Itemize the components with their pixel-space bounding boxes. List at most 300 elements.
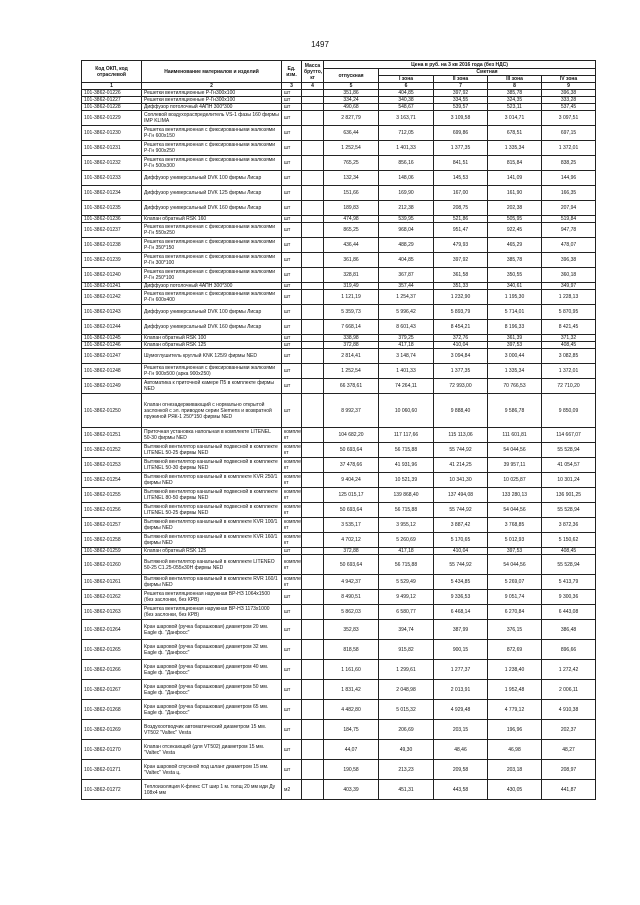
cell-price-zone1: 451,31 [379, 780, 434, 800]
cell-price-zone2: 41 214,25 [434, 458, 488, 473]
cell-name: Диффузор универсальный DVK 100 фирмы Лисар [142, 171, 282, 186]
cell-code: 101-3862-01264 [82, 620, 142, 640]
cell-price-zone4: 3 097,51 [542, 111, 596, 126]
cell-price-zone4: 333,28 [542, 97, 596, 104]
table-row [82, 575, 596, 590]
cell-price-zone2: 8 454,21 [434, 320, 488, 335]
cell-price-zone3: 678,51 [488, 126, 542, 141]
cell-name: Решетка вентиляционная наружная ВР-НЗ 1064х1500 (без заслонки, без КРВ) [142, 590, 282, 605]
cell-unit: шт [282, 111, 302, 126]
cell-price-zone4: 144,96 [542, 171, 596, 186]
cell-price-zone3: 10 025,87 [488, 473, 542, 488]
header-zone1: I зона [379, 76, 434, 83]
header-price-group: Цена в руб. на 3 кв 2016 года (без НДС) [324, 61, 596, 69]
table-row [82, 503, 596, 518]
cell-code: 101-3862-01230 [82, 126, 142, 141]
cell-price-zone2: 443,58 [434, 780, 488, 800]
cell-mass [302, 488, 324, 503]
header-zone3: III зона [488, 76, 542, 83]
cell-code: 101-3862-01227 [82, 97, 142, 104]
cell-unit: шт [282, 760, 302, 780]
cell-price-release: 190,58 [324, 760, 379, 780]
cell-price-release: 7 668,14 [324, 320, 379, 335]
cell-unit: шт [282, 283, 302, 290]
cell-price-zone4: 55 528,94 [542, 443, 596, 458]
cell-code: 101-3862-01271 [82, 760, 142, 780]
cell-unit: компле кт [282, 555, 302, 575]
cell-price-zone4: 3 872,36 [542, 518, 596, 533]
cell-price-zone4: 408,45 [542, 548, 596, 555]
cell-mass [302, 320, 324, 335]
cell-price-zone3: 46,98 [488, 740, 542, 760]
cell-unit: шт [282, 126, 302, 141]
cell-price-zone4: 9 850,09 [542, 394, 596, 428]
cell-mass [302, 473, 324, 488]
cell-price-zone1: 139 868,40 [379, 488, 434, 503]
cell-unit: шт [282, 740, 302, 760]
cell-price-release: 338,98 [324, 335, 379, 342]
cell-price-zone1: 357,44 [379, 283, 434, 290]
cell-unit: шт [282, 141, 302, 156]
cell-mass [302, 660, 324, 680]
cell-price-zone1: 968,04 [379, 223, 434, 238]
table-row [82, 171, 596, 186]
cell-price-zone2: 137 494,08 [434, 488, 488, 503]
cell-price-release: 636,44 [324, 126, 379, 141]
cell-price-zone4: 478,07 [542, 238, 596, 253]
cell-unit: шт [282, 394, 302, 428]
cell-price-zone1: 74 264,11 [379, 379, 434, 394]
cell-mass [302, 268, 324, 283]
cell-name: Решетка вентиляционная с фиксированными жалюзями Р-Гн 900х250 [142, 141, 282, 156]
cell-price-zone2: 209,58 [434, 760, 488, 780]
cell-price-zone4: 207,94 [542, 201, 596, 216]
cell-name: Приточная установка напольная в комплекте LITENEL 50-30 фирмы NED [142, 428, 282, 443]
cell-price-zone3: 5 714,01 [488, 305, 542, 320]
cell-unit: шт [282, 700, 302, 720]
table-row [82, 720, 596, 740]
cell-price-zone3: 1 335,34 [488, 141, 542, 156]
cell-price-release: 765,25 [324, 156, 379, 171]
cell-code: 101-3862-01270 [82, 740, 142, 760]
header-mass: Масса брутто, кг [302, 61, 324, 83]
cell-price-zone1: 206,69 [379, 720, 434, 740]
cell-code: 101-3862-01249 [82, 379, 142, 394]
table-row [82, 518, 596, 533]
cell-price-release: 50 693,64 [324, 443, 379, 458]
cell-price-zone1: 5 015,32 [379, 700, 434, 720]
cell-name: Решетка вентиляционная наружная ВР-НЗ 1173х1000 (без заслонки, без КРВ) [142, 605, 282, 620]
cell-price-zone2: 3 887,42 [434, 518, 488, 533]
cell-price-zone2: 397,92 [434, 90, 488, 97]
table-row [82, 548, 596, 555]
cell-code: 101-3862-01265 [82, 640, 142, 660]
cell-unit: шт [282, 223, 302, 238]
cell-price-release: 403,39 [324, 780, 379, 800]
cell-price-release: 9 404,24 [324, 473, 379, 488]
cell-price-zone2: 951,47 [434, 223, 488, 238]
cell-name: Клапан обратный RSK 100 [142, 335, 282, 342]
cell-unit: шт [282, 216, 302, 223]
cell-unit: шт [282, 156, 302, 171]
cell-mass [302, 555, 324, 575]
cell-mass [302, 605, 324, 620]
cell-code: 101-3862-01250 [82, 394, 142, 428]
cell-price-zone1: 3 163,71 [379, 111, 434, 126]
cell-code: 101-3862-01260 [82, 555, 142, 575]
cell-price-zone1: 404,85 [379, 90, 434, 97]
cell-code: 101-3862-01261 [82, 575, 142, 590]
cell-mass [302, 364, 324, 379]
table-row [82, 488, 596, 503]
cell-code: 101-3862-01268 [82, 700, 142, 720]
table-row [82, 555, 596, 575]
cell-price-release: 1 831,42 [324, 680, 379, 700]
page-number: 1497 [311, 40, 329, 49]
cell-price-zone1: 56 715,88 [379, 555, 434, 575]
table-row [82, 379, 596, 394]
cell-price-release: 372,88 [324, 548, 379, 555]
cell-mass [302, 141, 324, 156]
cell-price-zone4: 360,18 [542, 268, 596, 283]
cell-mass [302, 253, 324, 268]
cell-price-zone4: 349,97 [542, 283, 596, 290]
price-table-container [81, 60, 595, 800]
cell-mass [302, 640, 324, 660]
cell-unit: шт [282, 97, 302, 104]
cell-price-zone3: 922,45 [488, 223, 542, 238]
cell-name: Диффузор универсальный DVK 160 фирмы Лисар [142, 201, 282, 216]
cell-price-release: 334,24 [324, 97, 379, 104]
cell-price-zone2: 1 377,35 [434, 364, 488, 379]
cell-name: Кран шаровой (ручка барашковая) диаметром 32 мм. Eagle ф. "Данфосс" [142, 640, 282, 660]
cell-name: Вытяжной вентилятор канальный подвесной в комплекте LITENEL 50-30 фирмы NED [142, 458, 282, 473]
cell-price-zone1: 417,18 [379, 342, 434, 349]
table-row [82, 283, 596, 290]
cell-price-zone4: 8 421,45 [542, 320, 596, 335]
table-row [82, 305, 596, 320]
cell-price-zone3: 9 586,78 [488, 394, 542, 428]
cell-code: 101-3862-01246 [82, 342, 142, 349]
cell-price-zone2: 900,15 [434, 640, 488, 660]
cell-price-zone4: 55 528,94 [542, 555, 596, 575]
cell-name: Решетка вентиляционная с фиксированными жалюзями Р-Гн 500х300 [142, 156, 282, 171]
cell-price-zone1: 9 499,12 [379, 590, 434, 605]
cell-price-zone4: 519,84 [542, 216, 596, 223]
cell-mass [302, 458, 324, 473]
cell-name: Решетка вентиляционная с фиксированными жалюзями Р-Гн 550х250 [142, 223, 282, 238]
cell-mass [302, 575, 324, 590]
cell-name: Соплевой воздухораспределитель VS-1 фазы 160 фирмы IMP KLIMA [142, 111, 282, 126]
cell-price-zone1: 212,38 [379, 201, 434, 216]
cell-price-zone2: 5 893,79 [434, 305, 488, 320]
cell-code: 101-3862-01255 [82, 488, 142, 503]
cell-price-zone4: 5 150,62 [542, 533, 596, 548]
cell-price-zone3: 3 014,71 [488, 111, 542, 126]
cell-price-zone1: 712,05 [379, 126, 434, 141]
cell-price-release: 319,49 [324, 283, 379, 290]
cell-price-release: 8 992,37 [324, 394, 379, 428]
cell-code: 101-3862-01237 [82, 223, 142, 238]
cell-code: 101-3862-01234 [82, 186, 142, 201]
cell-price-zone3: 523,11 [488, 104, 542, 111]
cell-unit: шт [282, 605, 302, 620]
table-row [82, 443, 596, 458]
cell-price-zone2: 521,86 [434, 216, 488, 223]
header-name: Наименование материалов и изделий [142, 61, 282, 83]
cell-price-release: 5 359,73 [324, 305, 379, 320]
cell-price-zone2: 334,55 [434, 97, 488, 104]
cell-price-zone3: 202,38 [488, 201, 542, 216]
cell-price-zone1: 49,30 [379, 740, 434, 760]
cell-price-zone3: 3 768,85 [488, 518, 542, 533]
cell-price-release: 189,83 [324, 201, 379, 216]
cell-price-zone1: 1 254,37 [379, 290, 434, 305]
cell-price-zone1: 539,95 [379, 216, 434, 223]
cell-price-release: 474,98 [324, 216, 379, 223]
cell-name: Клапан огнезадерживающий с нормально открытой заслонкой с эл. приводом серии Siemens и возвратной пружиной РЯК-1 250*150 фирмы NED [142, 394, 282, 428]
cell-price-zone4: 408,45 [542, 342, 596, 349]
cell-price-zone1: 5 260,69 [379, 533, 434, 548]
cell-price-zone4: 1 228,13 [542, 290, 596, 305]
table-row [82, 238, 596, 253]
cell-price-zone3: 1 195,30 [488, 290, 542, 305]
cell-price-zone3: 4 779,12 [488, 700, 542, 720]
cell-unit: шт [282, 364, 302, 379]
cell-unit: шт [282, 590, 302, 605]
table-body [82, 90, 596, 800]
cell-unit: шт [282, 290, 302, 305]
cell-mass [302, 305, 324, 320]
cell-price-release: 436,44 [324, 238, 379, 253]
cell-mass [302, 379, 324, 394]
cell-price-release: 352,83 [324, 620, 379, 640]
cell-price-zone3: 8 196,33 [488, 320, 542, 335]
cell-price-zone4: 947,78 [542, 223, 596, 238]
column-index: 3 [282, 83, 302, 90]
cell-price-zone3: 385,78 [488, 253, 542, 268]
column-index-row [82, 83, 596, 90]
cell-mass [302, 216, 324, 223]
cell-name: Кран шаровой спускной под шланг диаметром 15 мм. "Valtec" Vesta ц. [142, 760, 282, 780]
cell-mass [302, 335, 324, 342]
cell-name: Диффузор потолочный 4АПН 300*300 [142, 104, 282, 111]
cell-price-zone2: 2 013,91 [434, 680, 488, 700]
table-row [82, 680, 596, 700]
cell-code: 101-3862-01248 [82, 364, 142, 379]
cell-price-zone4: 441,87 [542, 780, 596, 800]
cell-unit: компле кт [282, 443, 302, 458]
cell-name: Диффузор потолочный 4АПН 300*300 [142, 283, 282, 290]
cell-name: Кран шаровой (ручка барашковая) диаметром 20 мм. Eagle ф. "Данфосс" [142, 620, 282, 640]
cell-code: 101-3862-01267 [82, 680, 142, 700]
cell-price-zone4: 9 300,36 [542, 590, 596, 605]
cell-code: 101-3862-01266 [82, 660, 142, 680]
table-row [82, 458, 596, 473]
table-row [82, 104, 596, 111]
cell-price-zone3: 385,78 [488, 90, 542, 97]
cell-name: Решетка вентиляционная с фиксированными жалюзями Р-Гн 250*100 [142, 268, 282, 283]
cell-code: 101-3862-01259 [82, 548, 142, 555]
cell-price-release: 5 862,03 [324, 605, 379, 620]
cell-price-zone3: 505,95 [488, 216, 542, 223]
cell-price-release: 2 827,79 [324, 111, 379, 126]
cell-price-zone2: 55 744,92 [434, 555, 488, 575]
table-row [82, 223, 596, 238]
cell-name: Решетки вентиляционные Р-Гн300х100 [142, 90, 282, 97]
cell-unit: шт [282, 171, 302, 186]
cell-price-zone1: 56 715,88 [379, 503, 434, 518]
cell-mass [302, 349, 324, 364]
cell-price-zone1: 5 529,49 [379, 575, 434, 590]
cell-code: 101-3862-01272 [82, 780, 142, 800]
cell-name: Кран шаровой (ручка барашковая) диаметром 50 мм. Eagle ф. "Данфосс" [142, 680, 282, 700]
cell-mass [302, 201, 324, 216]
cell-price-zone2: 55 744,92 [434, 503, 488, 518]
cell-price-zone2: 5 170,65 [434, 533, 488, 548]
cell-price-zone2: 372,76 [434, 335, 488, 342]
cell-name: Вытяжной вентилятор канальный подвесной в комплекте LITENEL 50-25 фирмы NED [142, 503, 282, 518]
table-row [82, 201, 596, 216]
cell-price-release: 3 535,17 [324, 518, 379, 533]
cell-price-zone2: 1 232,90 [434, 290, 488, 305]
cell-price-zone2: 1 277,37 [434, 660, 488, 680]
table-row [82, 590, 596, 605]
cell-price-zone2: 9 888,40 [434, 394, 488, 428]
cell-price-zone2: 203,15 [434, 720, 488, 740]
cell-price-release: 361,86 [324, 253, 379, 268]
cell-price-zone2: 145,53 [434, 171, 488, 186]
cell-unit: шт [282, 201, 302, 216]
cell-price-zone1: 394,74 [379, 620, 434, 640]
cell-price-zone3: 430,05 [488, 780, 542, 800]
cell-code: 101-3862-01235 [82, 201, 142, 216]
header-release: отпускная [324, 69, 379, 83]
cell-price-zone3: 9 051,74 [488, 590, 542, 605]
cell-price-zone4: 1 372,01 [542, 364, 596, 379]
cell-price-zone4: 2 006,11 [542, 680, 596, 700]
cell-price-zone2: 410,04 [434, 548, 488, 555]
header-estimate: Сметная [379, 69, 596, 76]
table-row [82, 700, 596, 720]
cell-price-zone2: 72 993,00 [434, 379, 488, 394]
cell-mass [302, 443, 324, 458]
cell-code: 101-3862-01236 [82, 216, 142, 223]
cell-mass [302, 223, 324, 238]
cell-price-zone3: 54 044,56 [488, 503, 542, 518]
cell-price-zone4: 1 272,42 [542, 660, 596, 680]
cell-price-zone3: 6 270,84 [488, 605, 542, 620]
cell-code: 101-3862-01263 [82, 605, 142, 620]
cell-price-zone4: 838,25 [542, 156, 596, 171]
cell-price-zone3: 361,39 [488, 335, 542, 342]
cell-price-zone2: 55 744,92 [434, 443, 488, 458]
cell-name: Клапан отсекающий (для VT502) диаметром 15 мм. "Valtec" Vesta [142, 740, 282, 760]
cell-mass [302, 780, 324, 800]
cell-name: Клапан обратный RSK 160 [142, 216, 282, 223]
cell-code: 101-3862-01229 [82, 111, 142, 126]
cell-name: Воздухоотводчик автоматический диаметром 15 мм. VT502 "Valtec" Vesta [142, 720, 282, 740]
cell-price-zone1: 1 401,33 [379, 141, 434, 156]
cell-price-zone4: 114 667,07 [542, 428, 596, 443]
cell-price-zone3: 161,90 [488, 186, 542, 201]
cell-code: 101-3862-01254 [82, 473, 142, 488]
cell-price-zone1: 2 048,98 [379, 680, 434, 700]
cell-price-zone2: 410,04 [434, 342, 488, 349]
table-row [82, 97, 596, 104]
cell-price-release: 372,88 [324, 342, 379, 349]
cell-mass [302, 111, 324, 126]
cell-price-zone1: 548,67 [379, 104, 434, 111]
cell-price-release: 4 702,12 [324, 533, 379, 548]
cell-mass [302, 503, 324, 518]
cell-price-zone2: 115 113,06 [434, 428, 488, 443]
cell-price-zone1: 41 931,96 [379, 458, 434, 473]
cell-price-zone2: 167,00 [434, 186, 488, 201]
table-row [82, 320, 596, 335]
cell-price-release: 37 478,66 [324, 458, 379, 473]
cell-unit: компле кт [282, 458, 302, 473]
cell-price-zone4: 4 910,38 [542, 700, 596, 720]
cell-price-release: 2 814,41 [324, 349, 379, 364]
cell-price-zone3: 203,18 [488, 760, 542, 780]
table-row [82, 364, 596, 379]
cell-unit: шт [282, 305, 302, 320]
table-row [82, 253, 596, 268]
header-code: Код ОКП, код отраслевой [82, 61, 142, 83]
cell-price-zone4: 48,27 [542, 740, 596, 760]
cell-mass [302, 97, 324, 104]
cell-code: 101-3862-01226 [82, 90, 142, 97]
cell-unit: шт [282, 335, 302, 342]
table-row [82, 268, 596, 283]
cell-price-release: 1 161,60 [324, 660, 379, 680]
cell-unit: компле кт [282, 575, 302, 590]
table-row [82, 90, 596, 97]
cell-price-release: 1 252,54 [324, 364, 379, 379]
column-index: 6 [379, 83, 434, 90]
cell-price-zone2: 387,99 [434, 620, 488, 640]
cell-mass [302, 104, 324, 111]
cell-price-release: 151,66 [324, 186, 379, 201]
cell-code: 101-3862-01241 [82, 283, 142, 290]
column-index: 9 [542, 83, 596, 90]
table-row [82, 660, 596, 680]
cell-price-release: 184,75 [324, 720, 379, 740]
table-row [82, 156, 596, 171]
cell-price-zone1: 10 521,39 [379, 473, 434, 488]
cell-price-zone3: 1 238,40 [488, 660, 542, 680]
cell-price-zone4: 166,35 [542, 186, 596, 201]
cell-name: Теплоизоляция К-флекс СТ шир 1 м. толщ 20 мм иди Ду 108х4 мм [142, 780, 282, 800]
cell-code: 101-3862-01253 [82, 458, 142, 473]
cell-price-zone3: 111 601,81 [488, 428, 542, 443]
cell-price-zone1: 3 955,12 [379, 518, 434, 533]
cell-price-zone3: 324,35 [488, 97, 542, 104]
cell-price-zone2: 6 468,14 [434, 605, 488, 620]
cell-price-zone1: 1 299,61 [379, 660, 434, 680]
cell-mass [302, 740, 324, 760]
cell-price-zone3: 397,53 [488, 342, 542, 349]
cell-code: 101-3862-01232 [82, 156, 142, 171]
cell-unit: компле кт [282, 533, 302, 548]
cell-unit: компле кт [282, 503, 302, 518]
cell-unit: шт [282, 720, 302, 740]
cell-price-zone2: 48,46 [434, 740, 488, 760]
table-row [82, 428, 596, 443]
cell-price-release: 1 121,19 [324, 290, 379, 305]
cell-price-zone4: 386,48 [542, 620, 596, 640]
